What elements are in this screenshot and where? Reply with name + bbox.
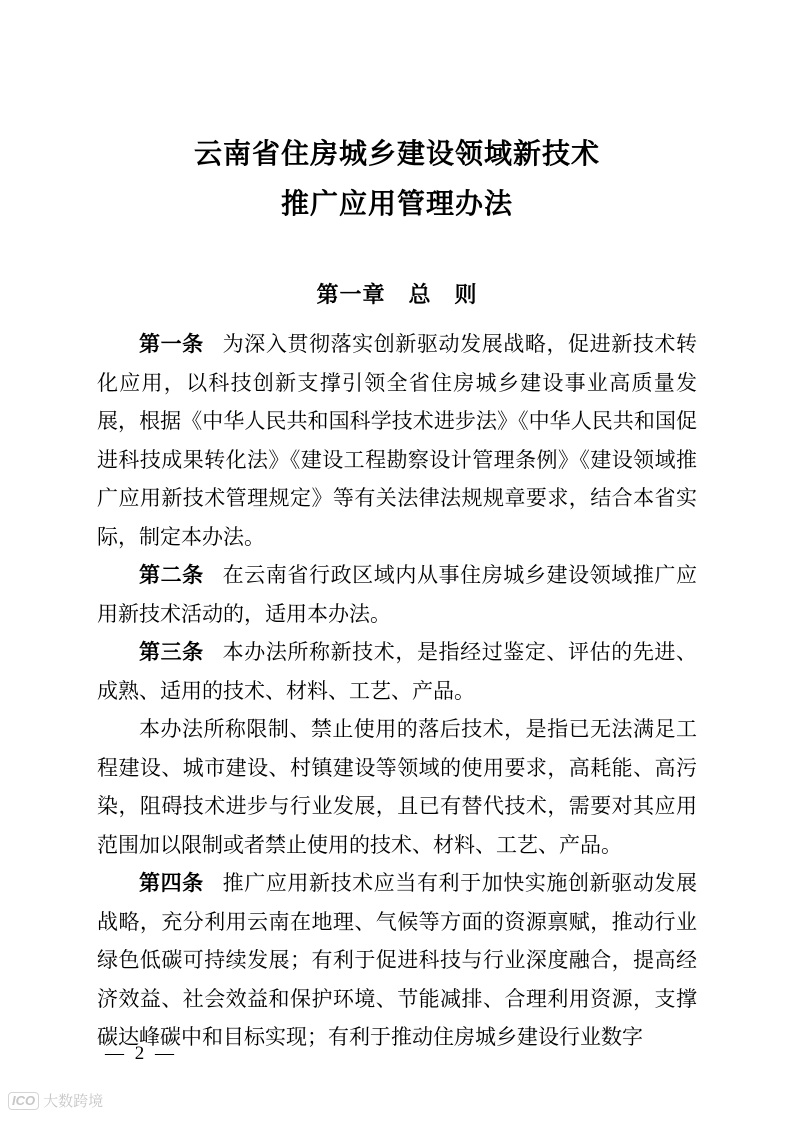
article-label: 第四条: [139, 871, 204, 895]
watermark: [8, 1090, 103, 1111]
page-number: — 2 —: [105, 1043, 177, 1064]
watermark-text: 大数跨境: [43, 1093, 104, 1110]
paragraph-text: 推广应用新技术应当有利于加快实施创新驱动发展战略，充分利用云南在地理、气候等方面的资源禀赋，推动行业绿色低碳可持续发展；有利于促进科技与行业深度融合，提高经济效益、社会效益和保护环境、节能减排、合理利用资源，支撑碳达峰碳中和目标实现；有利于推动住房城乡建设行业数字: [97, 871, 697, 1049]
paragraph-continuation: [97, 710, 697, 864]
document-title: [97, 130, 697, 230]
document-content: [97, 130, 697, 1057]
paragraph-text: 本办法所称限制、禁止使用的落后技术，是指已无法满足工程建设、城市建设、村镇建设等领域的使用要求，高耗能、高污染，阻碍技术进步与行业发展，且已有替代技术，需要对其应用范围加以限制或者禁止使用的技术、材料、工艺、产品。: [97, 717, 697, 857]
chapter-heading: 第一章 总 则: [316, 282, 478, 307]
paragraph-article-4: [97, 864, 697, 1057]
article-label: 第二条: [139, 563, 204, 587]
paragraph-text: 在云南省行政区域内从事住房城乡建设领域推广应用新技术活动的，适用本办法。: [97, 563, 697, 626]
paragraph-article-1: [97, 325, 697, 556]
paragraph-article-2: [97, 556, 697, 633]
paragraph-article-3: [97, 633, 697, 710]
paragraph-text: 本办法所称新技术，是指经过鉴定、评估的先进、成熟、适用的技术、材料、工艺、产品。: [97, 640, 697, 703]
document-body: [97, 325, 697, 1057]
paragraph-text: 为深入贯彻落实创新驱动发展战略，促进新技术转化应用，以科技创新支撑引领全省住房城乡建设事业高质量发展，根据《中华人民共和国科学技术进步法》《中华人民共和国促进科技成果转化法》《建设工程勘察设计管理条例》《建设领域推广应用新技术管理规定》等有关法律法规规章要求，结合本省实际，制定本办法。: [97, 332, 697, 549]
document-title-line1: 云南省住房城乡建设领域新技术: [193, 139, 600, 170]
article-label: 第三条: [139, 640, 204, 664]
document-title-line2: 推广应用管理办法: [280, 189, 513, 220]
watermark-logo-icon: ICO: [8, 1092, 39, 1110]
article-label: 第一条: [139, 332, 204, 356]
